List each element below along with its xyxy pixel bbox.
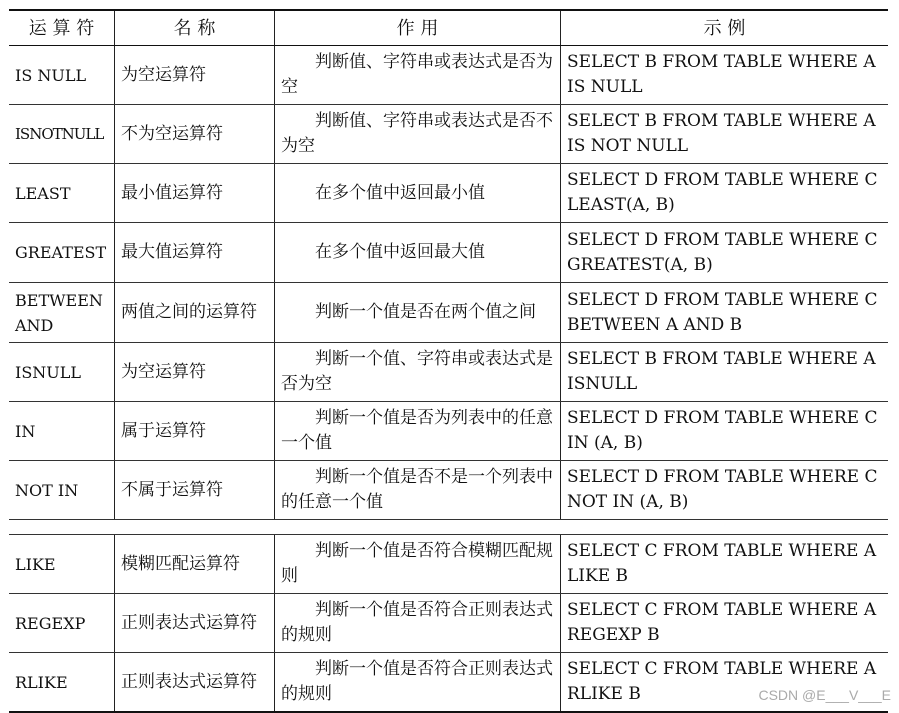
name-cell: 为空运算符 [115, 343, 275, 401]
operator-cell: LEAST [15, 183, 71, 203]
operator-cell: ISNULL [15, 362, 82, 382]
operator-cell: RLIKE [15, 672, 68, 692]
header-name: 名 称 [115, 11, 275, 45]
example-cell: SELECT D FROM TABLE WHERE C GREATEST(A, B) [567, 229, 878, 275]
example-cell: SELECT B FROM TABLE WHERE A IS NULL [567, 52, 876, 97]
name-cell: 最小值运算符 [115, 164, 275, 222]
desc-cell: 判断一个值是否符合正则表达式的规则 [281, 600, 553, 645]
table-gap [9, 520, 888, 534]
operator-cell: ISNOTNULL [15, 124, 104, 143]
operator-cell: GREATEST [15, 243, 107, 262]
name-cell: 两值之间的运算符 [115, 283, 275, 342]
table-row [9, 594, 888, 653]
desc-cell: 在多个值中返回最小值 [315, 182, 485, 203]
desc-cell: 判断值、字符串或表达式是否为空 [281, 52, 553, 97]
table-row [9, 46, 888, 105]
operator-cell: NOT IN [15, 480, 79, 500]
table-row [9, 283, 888, 343]
table-row [9, 105, 888, 164]
example-cell: SELECT C FROM TABLE WHERE A REGEXP B [567, 600, 877, 645]
name-cell: 为空运算符 [115, 46, 275, 104]
example-cell: SELECT D FROM TABLE WHERE C BETWEEN A AND B [567, 289, 878, 335]
name-cell: 正则表达式运算符 [115, 594, 275, 652]
table-row [9, 534, 888, 594]
table-row [9, 343, 888, 402]
table-row [9, 461, 888, 520]
desc-cell: 判断值、字符串或表达式是否不为空 [281, 111, 553, 156]
desc-cell: 判断一个值是否在两个值之间 [315, 302, 536, 322]
desc-cell: 判断一个值是否为列表中的任意一个值 [281, 408, 553, 453]
header-function: 作 用 [275, 11, 561, 45]
table-row [9, 223, 888, 283]
operator-cell: BETWEEN AND [15, 290, 103, 335]
name-cell: 模糊匹配运算符 [115, 535, 275, 593]
desc-cell: 判断一个值是否符合模糊匹配规则 [281, 541, 553, 586]
operator-cell: REGEXP [15, 613, 86, 633]
example-cell: SELECT D FROM TABLE WHERE C LEAST(A, B) [567, 170, 878, 215]
table-row [9, 402, 888, 461]
name-cell: 属于运算符 [115, 402, 275, 460]
example-cell: SELECT D FROM TABLE WHERE C NOT IN (A, B) [567, 467, 878, 512]
header-example: 示 例 [703, 17, 746, 39]
name-cell: 不属于运算符 [115, 461, 275, 519]
example-cell: SELECT B FROM TABLE WHERE A IS NOT NULL [567, 111, 876, 156]
table-header-row [9, 9, 888, 46]
desc-cell: 判断一个值、字符串或表达式是否为空 [281, 349, 553, 394]
desc-cell: 判断一个值是否符合正则表达式的规则 [281, 659, 553, 704]
operator-table [9, 9, 888, 713]
table-row [9, 164, 888, 223]
example-cell: SELECT D FROM TABLE WHERE C IN (A, B) [567, 408, 878, 453]
header-operator: 运 算 符 [9, 11, 115, 45]
operator-cell: IS NULL [15, 65, 87, 85]
operator-cell: IN [15, 421, 36, 441]
operator-cell: LIKE [15, 554, 56, 574]
watermark: CSDN @E___V___E [758, 687, 891, 703]
name-cell: 不为空运算符 [115, 105, 275, 163]
desc-cell: 在多个值中返回最大值 [315, 242, 485, 262]
example-cell: SELECT B FROM TABLE WHERE A ISNULL [567, 349, 876, 394]
name-cell: 正则表达式运算符 [115, 653, 275, 711]
example-cell: SELECT C FROM TABLE WHERE A RLIKE B [567, 659, 877, 704]
desc-cell: 判断一个值是否不是一个列表中的任意一个值 [281, 467, 553, 512]
example-cell: SELECT C FROM TABLE WHERE A LIKE B [567, 541, 877, 586]
name-cell: 最大值运算符 [115, 223, 275, 282]
table-row [9, 653, 888, 713]
